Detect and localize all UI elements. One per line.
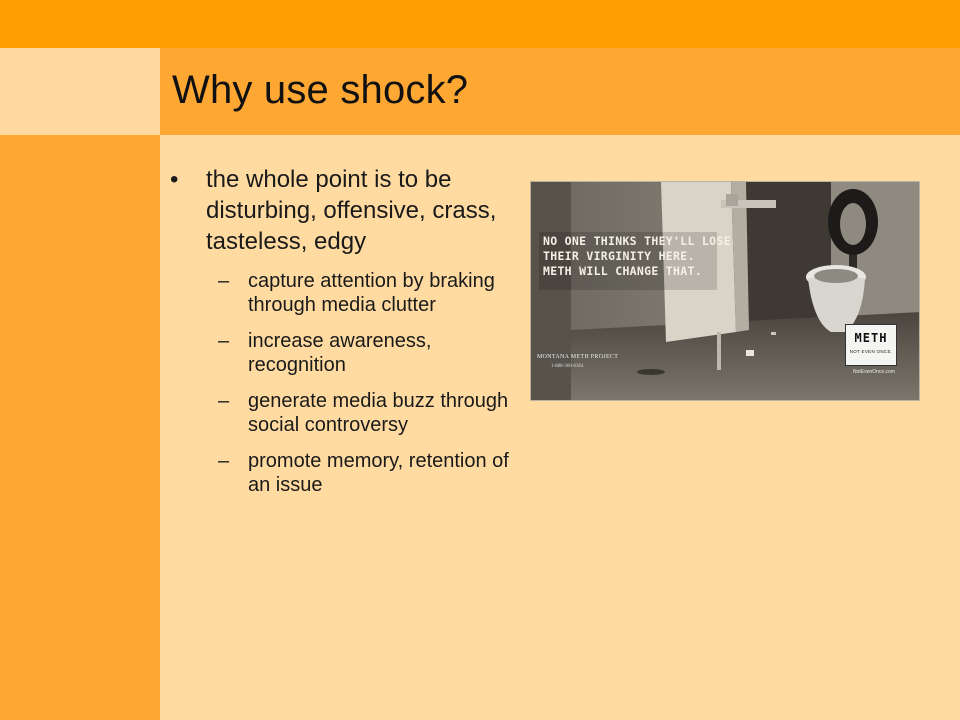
- sub-bullet-marker: –: [218, 330, 230, 352]
- sub-bullet: [170, 449, 520, 497]
- ad-organization: MONTANA METH PROJECT: [537, 354, 619, 360]
- top-accent-bar: [0, 0, 960, 48]
- sub-bullet: [170, 389, 520, 437]
- sub-bullet-text: generate media buzz through social controversy: [248, 390, 509, 436]
- sub-bullet-marker: –: [218, 390, 230, 412]
- main-bullet-text: the whole point is to be disturbing, offensive, crass, tasteless, edgy: [206, 166, 497, 255]
- ad-headline: [543, 234, 733, 279]
- sub-bullet-text: promote memory, retention of an issue: [248, 450, 509, 496]
- sub-bullet-list: [170, 269, 520, 497]
- meth-logo-word: METH: [854, 331, 888, 345]
- sub-bullet-text: increase awareness, recognition: [248, 330, 432, 376]
- meth-project-ad-image: [530, 181, 920, 401]
- sub-bullet: [170, 329, 520, 377]
- ad-phone: 1-888-360-6364: [551, 364, 584, 369]
- ad-headline-line: THEIR VIRGINITY HERE.: [543, 249, 695, 263]
- left-corner-block: [0, 48, 160, 135]
- ad-url: NotEvenOnce.com: [853, 369, 895, 375]
- sub-bullet: [170, 269, 520, 317]
- sub-bullet-marker: –: [218, 450, 230, 472]
- sub-bullet-text: capture attention by braking through media clutter: [248, 270, 495, 316]
- slide-title: Why use shock?: [172, 68, 469, 112]
- bullet-marker: •: [170, 166, 179, 193]
- meth-logo: [845, 324, 897, 366]
- meth-logo-tagline: NOT EVEN ONCE.: [849, 349, 893, 354]
- bullet-list: [170, 164, 520, 509]
- left-accent-bar: [0, 48, 160, 720]
- ad-headline-line: METH WILL CHANGE THAT.: [543, 264, 702, 278]
- ad-headline-line: NO ONE THINKS THEY'LL LOSE: [543, 234, 731, 248]
- main-bullet: [170, 164, 520, 257]
- sub-bullet-marker: –: [218, 270, 230, 292]
